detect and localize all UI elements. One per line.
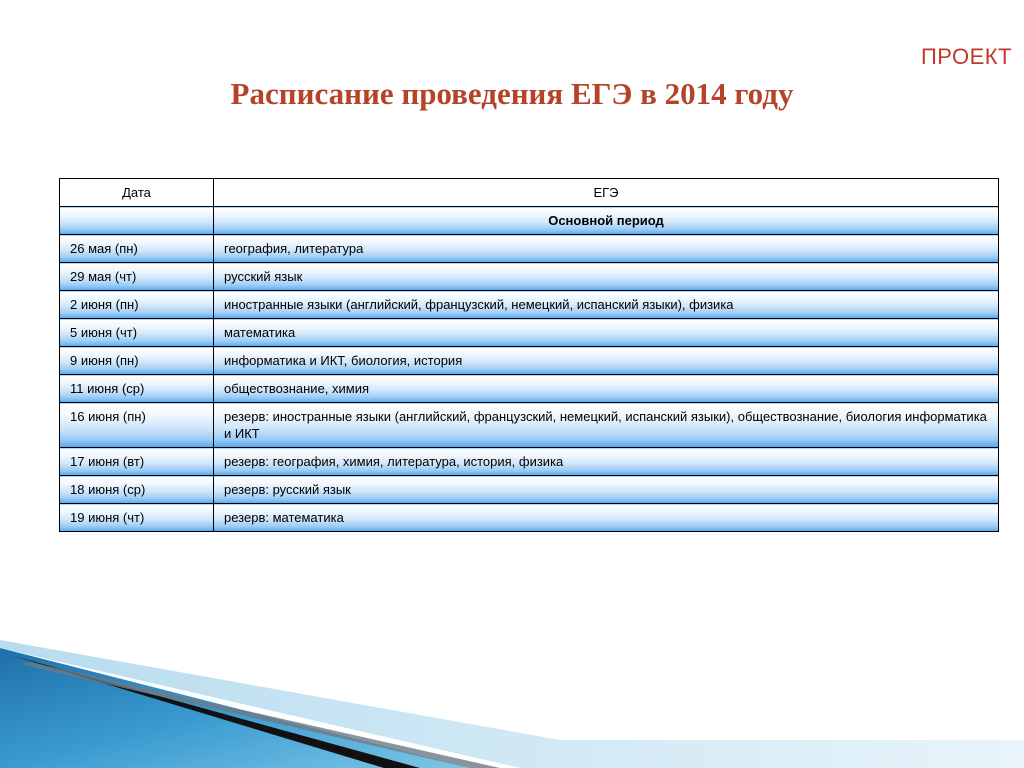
row-exam: резерв: иностранные языки (английский, французский, немецкий, испанский языки), обществознание, биология информатика и ИКТ	[214, 403, 999, 448]
table-row	[60, 448, 999, 476]
row-date: 17 июня (вт)	[60, 448, 214, 476]
table-row	[60, 263, 999, 291]
exam-schedule-table	[59, 178, 999, 532]
row-date: 16 июня (пн)	[60, 403, 214, 448]
row-exam: резерв: математика	[214, 504, 999, 532]
header-date: Дата	[60, 179, 214, 207]
header-exam: ЕГЭ	[214, 179, 999, 207]
table-row	[60, 347, 999, 375]
row-date: 19 июня (чт)	[60, 504, 214, 532]
row-exam: обществознание, химия	[214, 375, 999, 403]
draft-stamp: ПРОЕКТ	[920, 44, 1012, 69]
table-row	[60, 504, 999, 532]
period-empty-cell	[60, 207, 214, 235]
decor-blue-wedge	[0, 648, 470, 768]
table-row	[60, 291, 999, 319]
row-exam: резерв: русский язык	[214, 476, 999, 504]
page-title: Расписание проведения ЕГЭ в 2014 году	[230, 76, 794, 111]
table-row	[60, 375, 999, 403]
row-date: 2 июня (пн)	[60, 291, 214, 319]
table-row	[60, 319, 999, 347]
row-date: 18 июня (ср)	[60, 476, 214, 504]
table-row	[60, 235, 999, 263]
row-date: 29 мая (чт)	[60, 263, 214, 291]
table-row	[60, 403, 999, 448]
row-exam: география, литература	[214, 235, 999, 263]
period-label: Основной период	[214, 207, 999, 235]
row-exam: математика	[214, 319, 999, 347]
table-header-row	[60, 179, 999, 207]
row-date: 26 мая (пн)	[60, 235, 214, 263]
row-date: 9 июня (пн)	[60, 347, 214, 375]
row-exam: информатика и ИКТ, биология, история	[214, 347, 999, 375]
row-exam: иностранные языки (английский, французский, немецкий, испанский языки), физика	[214, 291, 999, 319]
row-date: 11 июня (ср)	[60, 375, 214, 403]
row-exam: русский язык	[214, 263, 999, 291]
decor-light-band	[0, 640, 1024, 768]
row-date: 5 июня (чт)	[60, 319, 214, 347]
table-row	[60, 476, 999, 504]
period-row	[60, 207, 999, 235]
decor-dark-stripe	[0, 652, 420, 768]
row-exam: резерв: география, химия, литература, история, физика	[214, 448, 999, 476]
decor-grey-stripe	[20, 662, 500, 768]
